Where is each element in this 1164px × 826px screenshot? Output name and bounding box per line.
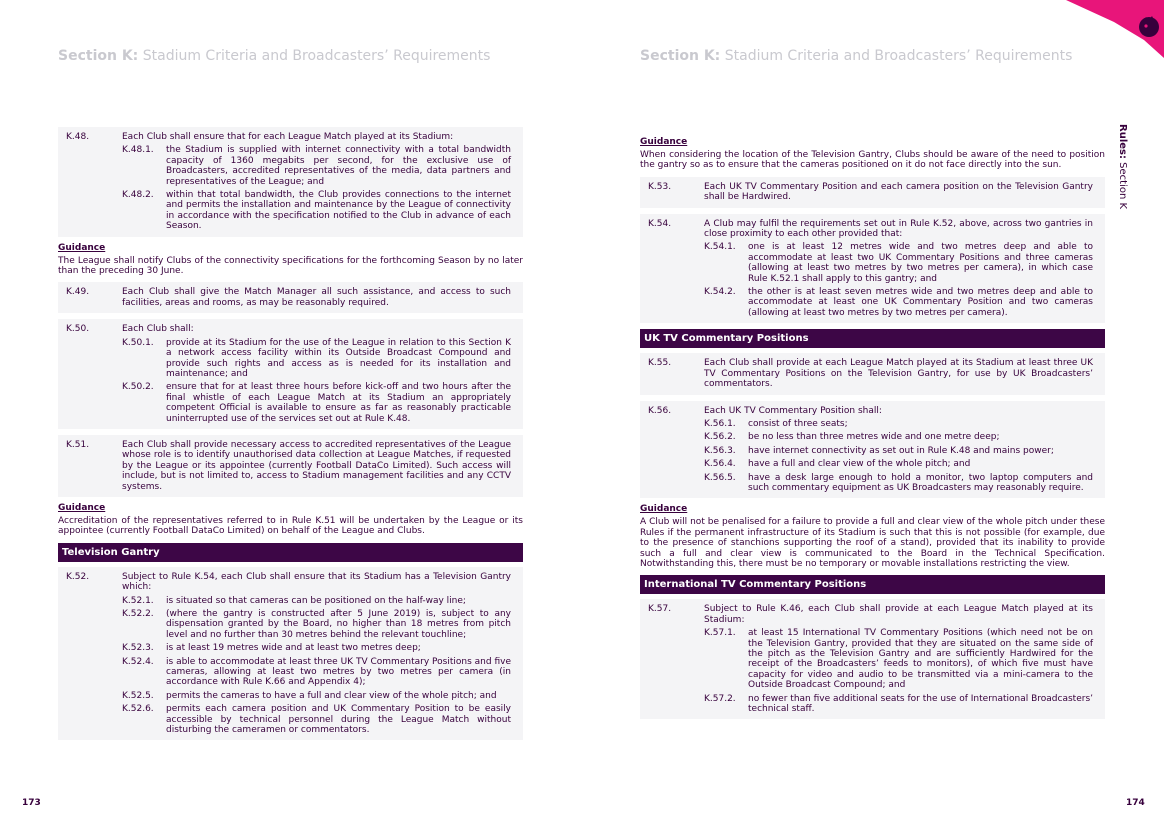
subrule-number: K.56.5. bbox=[704, 472, 736, 483]
subrule-text: no fewer than five additional seats for the use of International Broadcasters’ technical staff. bbox=[748, 693, 1093, 715]
subrule-number: K.57.1. bbox=[704, 628, 736, 639]
subrule-number: K.54.1. bbox=[704, 242, 736, 253]
subrule-number: K.52.1. bbox=[122, 595, 154, 606]
subrule bbox=[704, 242, 1093, 284]
right-page-header bbox=[640, 48, 1072, 64]
subrule bbox=[704, 473, 1093, 494]
subrule bbox=[704, 446, 1093, 456]
subrule bbox=[122, 596, 511, 606]
subrule-text: the other is at least seven metres wide and two metres deep and able to accommodate at least one UK Commentary Position and two cameras (allowing at least two metres by two metres per camera). bbox=[748, 287, 1093, 318]
rule-text: A Club may fulfil the requirements set out in Rule K.52, above, across two gantries in close proximity to each other provided that: bbox=[704, 218, 1093, 240]
subrule-number: K.48.1. bbox=[122, 145, 154, 156]
guidance-text: A Club will not be penalised for a failure to provide a full and clear view of the whole pitch under these Rules if the permanent infrastructure of its Stadium is such that this is not possible (for example, due to the presence of stanchions supporting the roof of a stand), provided that its inability to provide such a full and clear view is communicated to the Board in the Technical Specification. Notwithstanding this, there must be no temporary or movable installations restricting the view. bbox=[640, 517, 1105, 569]
rule-k51 bbox=[58, 435, 523, 497]
subrule-number: K.56.4. bbox=[704, 459, 736, 470]
subrule-text: is at least 19 metres wide and at least two metres deep; bbox=[166, 643, 421, 654]
subrule-number: K.56.2. bbox=[704, 432, 736, 443]
section-heading-television-gantry: Television Gantry bbox=[58, 543, 523, 562]
rule-number: K.50. bbox=[66, 324, 90, 335]
left-page-header bbox=[58, 48, 490, 64]
subrule-number: K.50.2. bbox=[122, 382, 154, 393]
subrule-text: is able to accommodate at least three UK TV Commentary Positions and five cameras, allowing at least two metres by two metres per camera (in accordance with Rule K.66 and Appendix 4); bbox=[166, 656, 511, 688]
subrule bbox=[122, 145, 511, 187]
subrule-text: (where the gantry is constructed after 5 June 2019) is, subject to any dispensation granted by the Board, no higher than 18 metres from pitch level and no further than 30 metres behind the relevant touchline; bbox=[166, 609, 511, 640]
subrule bbox=[704, 432, 1093, 442]
subrule-text: permits each camera position and UK Commentary Position to be easily accessible by technical personnel during the League Match without disturbing the cameramen or commentators. bbox=[166, 704, 511, 736]
subrule bbox=[704, 287, 1093, 318]
subrule-number: K.52.3. bbox=[122, 643, 154, 654]
rule-k54 bbox=[640, 214, 1105, 324]
page-number: 173 bbox=[22, 798, 41, 808]
rule-k48 bbox=[58, 127, 523, 237]
subrule-text: at least 15 International TV Commentary Positions (which need not be on the Television Gantry, provided that they are situated on the same side of the pitch as the Television Gantry and are sufficiently Hardwired for the receipt of the Broadcasters’ feeds to monitors), of which five must have capacity for video and audio to be transmitted via a mini-camera to the Outside Broadcast Compound; and bbox=[748, 628, 1093, 691]
guidance-text: When considering the location of the Television Gantry, Clubs should be aware of the need to position the gantry so as to ensure that the cameras positioned on it do not face directly into the sun. bbox=[640, 150, 1105, 171]
rule-text: Each UK TV Commentary Position shall: bbox=[704, 405, 882, 416]
section-heading-uk-tv-commentary: UK TV Commentary Positions bbox=[640, 329, 1105, 348]
rule-number: K.54. bbox=[648, 218, 672, 229]
subrule bbox=[704, 419, 1093, 429]
subrule bbox=[122, 691, 511, 701]
header-prefix: Section K: bbox=[58, 48, 139, 64]
subrule-number: K.57.2. bbox=[704, 693, 736, 704]
subrule-text: one is at least 12 metres wide and two metres deep and able to accommodate at least two UK Commentary Positions and three cameras (allowing at least two metres by two metres per camera), in which case Rule K.52.1 shall apply to this gantry; and bbox=[748, 242, 1093, 284]
subrule bbox=[704, 628, 1093, 690]
subrule-text: be no less than three metres wide and one metre deep; bbox=[748, 432, 1000, 443]
subrule-text: have a desk large enough to hold a monitor, two laptop computers and such commentary equipment as UK Broadcasters may reasonably require. bbox=[748, 472, 1093, 493]
guidance-title: Guidance bbox=[640, 504, 688, 515]
right-page bbox=[582, 0, 1164, 826]
rule-text: Each Club shall provide necessary access to accredited representatives of the League whose role is to identify unauthorised data collection at League Matches, if requested by the League or its appointee (currently Football DataCo Limited). Such access will include, but is not limited to, access to Stadium management facilities and any CCTV systems. bbox=[122, 439, 511, 492]
rule-k56 bbox=[640, 401, 1105, 499]
rule-number: K.51. bbox=[66, 439, 90, 450]
subrule-number: K.52.2. bbox=[122, 609, 154, 619]
subrule-text: is situated so that cameras can be positioned on the half-way line; bbox=[166, 595, 466, 606]
subrule-text: consist of three seats; bbox=[748, 418, 848, 429]
rule-k49 bbox=[58, 282, 523, 313]
subrule-number: K.52.6. bbox=[122, 704, 154, 715]
header-prefix: Section K: bbox=[640, 48, 721, 64]
rule-text: Subject to Rule K.46, each Club shall provide at each League Match played at its Stadium: bbox=[704, 604, 1093, 625]
subrule bbox=[122, 382, 511, 424]
rule-k57 bbox=[640, 599, 1105, 719]
subrule-text: have a full and clear view of the whole pitch; and bbox=[748, 459, 971, 470]
subrule bbox=[704, 459, 1093, 469]
header-title: Stadium Criteria and Broadcasters’ Requirements bbox=[724, 48, 1073, 64]
subrule bbox=[122, 657, 511, 688]
rule-number: K.52. bbox=[66, 571, 90, 582]
rule-number: K.55. bbox=[648, 358, 672, 369]
rule-number: K.48. bbox=[66, 132, 90, 142]
rule-text: Each Club shall provide at each League Match played at its Stadium at least three UK TV Commentary Positions on the Television Gantry, for use by UK Broadcasters’ commentators. bbox=[704, 358, 1093, 390]
subrule bbox=[122, 609, 511, 640]
subrule-number: K.56.3. bbox=[704, 445, 736, 456]
guidance-text: The League shall notify Clubs of the connectivity specifications for the forthcoming Season by no later than the preceding 30 June. bbox=[58, 255, 523, 277]
rule-k50 bbox=[58, 319, 523, 429]
left-content bbox=[58, 127, 523, 746]
guidance-text: Accreditation of the representatives referred to in Rule K.51 will be undertaken by the League or its appointee (currently Football DataCo Limited) on behalf of the League and Clubs. bbox=[58, 515, 523, 537]
subrule bbox=[122, 338, 511, 380]
rule-text: Subject to Rule K.54, each Club shall ensure that its Stadium has a Television Gantry which: bbox=[122, 571, 511, 593]
rule-k55 bbox=[640, 353, 1105, 394]
rule-number: K.53. bbox=[648, 181, 672, 192]
right-content bbox=[640, 133, 1105, 725]
side-section-label bbox=[1117, 124, 1128, 209]
subrule-text: within that total bandwidth, the Club provides connections to the internet and permits the installation and maintenance by the League of connectivity in accordance with the specification notified to the Club in advance of each Season. bbox=[166, 190, 511, 232]
subrule-text: provide at its Stadium for the use of the League in relation to this Section K a network access facility within its Outside Broadcast Compound and provide such rights and access as is needed for its installation and maintenance; and bbox=[166, 337, 511, 379]
rule-number: K.56. bbox=[648, 405, 672, 416]
guidance-title: Guidance bbox=[58, 242, 106, 253]
rule-k53 bbox=[640, 177, 1105, 208]
guidance-title: Guidance bbox=[640, 137, 688, 147]
page-number: 174 bbox=[1126, 798, 1145, 808]
subrule bbox=[122, 190, 511, 232]
subrule-number: K.48.2. bbox=[122, 190, 154, 201]
subrule-number: K.52.5. bbox=[122, 690, 154, 701]
section-heading-international-tv-commentary: International TV Commentary Positions bbox=[640, 575, 1105, 594]
subrule-text: permits the cameras to have a full and clear view of the whole pitch; and bbox=[166, 690, 497, 701]
rule-text: Each Club shall ensure that for each League Match played at its Stadium: bbox=[122, 132, 454, 142]
guidance-title: Guidance bbox=[58, 502, 106, 513]
subrule bbox=[122, 643, 511, 653]
rule-k52 bbox=[58, 567, 523, 741]
subrule-number: K.54.2. bbox=[704, 287, 736, 298]
subrule-text: ensure that for at least three hours before kick-off and two hours after the final whistle of each League Match at its Stadium an appropriately competent Official is available to ensure as far as reasonably practicable uninterrupted use of the services set out at Rule K.48. bbox=[166, 382, 511, 424]
rule-text: Each UK TV Commentary Position and each camera position on the Television Gantry shall be Hardwired. bbox=[704, 181, 1093, 203]
side-label-bold: Rules: bbox=[1117, 124, 1128, 159]
subrule-number: K.56.1. bbox=[704, 418, 736, 429]
rule-text: Each Club shall: bbox=[122, 324, 194, 335]
rule-number: K.57. bbox=[648, 604, 672, 615]
subrule-number: K.50.1. bbox=[122, 337, 154, 348]
corner-decoration bbox=[1014, 0, 1164, 60]
rule-number: K.49. bbox=[66, 287, 90, 298]
side-label-text: Section K bbox=[1117, 162, 1128, 210]
subrule-number: K.52.4. bbox=[122, 656, 154, 667]
subrule-text: the Stadium is supplied with internet connectivity with a total bandwidth capacity of 1360 megabits per second, for the exclusive use of Broadcasters, accredited representatives of the media, data partners and representatives of the League; and bbox=[166, 145, 511, 187]
rule-text: Each Club shall give the Match Manager all such assistance, and access to such facilities, areas and rooms, as may be reasonably required. bbox=[122, 287, 511, 308]
subrule-text: have internet connectivity as set out in Rule K.48 and mains power; bbox=[748, 445, 1054, 456]
subrule bbox=[122, 704, 511, 735]
header-title: Stadium Criteria and Broadcasters’ Requirements bbox=[142, 48, 491, 64]
subrule bbox=[704, 694, 1093, 715]
